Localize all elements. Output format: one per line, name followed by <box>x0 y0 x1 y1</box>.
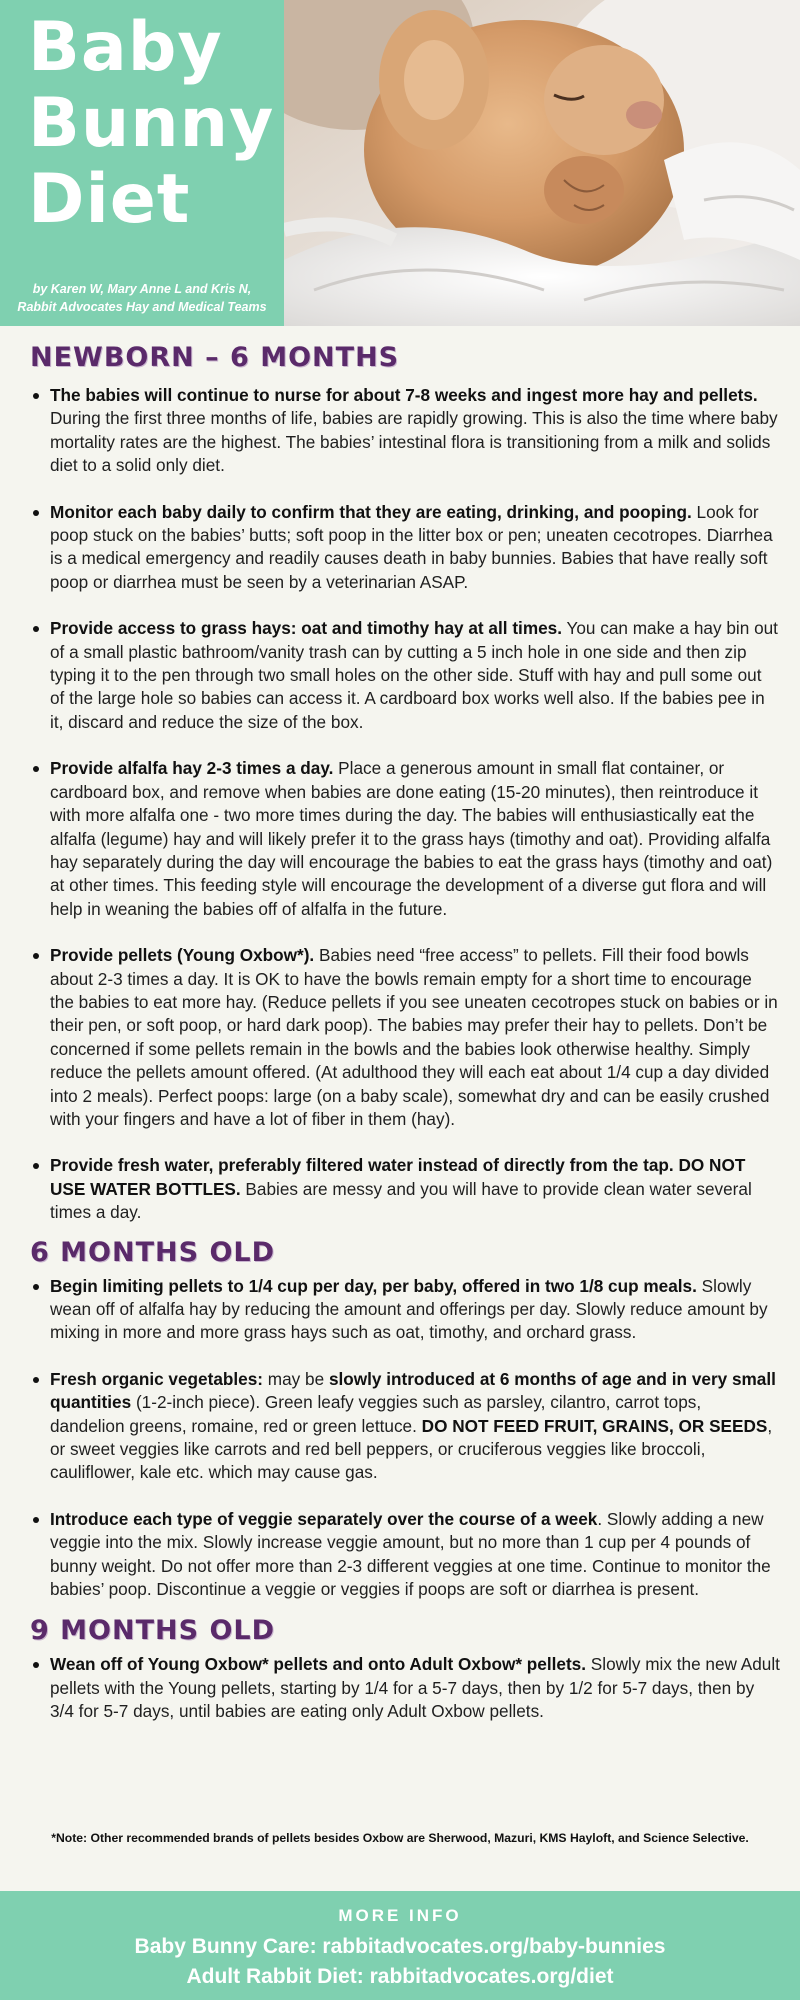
footer <box>0 1891 800 2000</box>
list-item: Provide alfalfa hay 2-3 times a day. Place a generous amount in small flat container, or cardboard box, and remove when babies are done eating (15-20 minutes), then reintroduce it with more alfalfa one - two more times during the day. The babies will enthusiastically eat the alfalfa (legume) hay and will likely prefer it to the grass hays (timothy and oat). Providing alfalfa hay separately during the day will encourage the babies to eat the grass hays (timothy and oat) at other times. This feeding style will encourage the development of a diverse gut flora and will help in weaning the babies off of alfalfa in the future. <box>50 757 780 921</box>
byline <box>0 280 284 316</box>
list-item: Provide pellets (Young Oxbow*). Babies need “free access” to pellets. Fill their food bowls about 2-3 times a day. It is OK to have the bowls remain empty for a short time to encourage the babies to eat more hay. (Reduce pellets if you see uneaten cecotropes stuck on babies or in their pen, or soft poop, or hard dark poop). The babies may prefer their hay to pellets. Don’t be concerned if some pellets remain in the bowls and the babies look otherwise healthy. Simply reduce the pellets amount offered. (At adulthood they will each eat about 1/4 cup a day divided into 2 meals). Perfect poops: large (on a baby scale), somewhat dry and can be easily crushed with your fingers and have a lot of fiber in them (hay). <box>50 944 780 1131</box>
section-heading-6-months: 6 MONTHS OLD <box>30 1236 276 1268</box>
title-line-3: Diet <box>28 160 191 239</box>
hero-banner <box>0 0 800 326</box>
list-item: Introduce each type of veggie separately over the course of a week. Slowly adding a new veggie into the mix. Slowly increase veggie amount, but no more than 1 cup per 4 pounds of bunny weight. Do not offer more than 2-3 different veggies at one time. Continue to monitor the babies’ poop. Discontinue a veggie or veggies if poops are soft or diarrhea is present. <box>50 1508 780 1602</box>
adult-rabbit-diet-link[interactable]: Adult Rabbit Diet: rabbitadvocates.org/diet <box>186 1965 614 1988</box>
section-heading-9-months: 9 MONTHS OLD <box>30 1615 276 1647</box>
list-item: Provide fresh water, preferably filtered water instead of directly from the tap. DO NOT USE WATER BOTTLES. Babies are messy and you will have to provide clean water several times a day. <box>50 1154 780 1224</box>
list-item: The babies will continue to nurse for about 7-8 weeks and ingest more hay and pellets. During the first three months of life, babies are rapidly growing. This is also the time where baby mortality rates are the highest. The babies’ intestinal flora is transitioning from a milk and solids diet to a solid only diet. <box>50 384 780 478</box>
title-panel <box>0 0 284 326</box>
list-item: Wean off of Young Oxbow* pellets and onto Adult Oxbow* pellets. Slowly mix the new Adult pellets with the Young pellets, starting by 1/4 for a 5-7 days, then by 1/2 for 5-7 days, then by 3/4 for 5-7 days, until babies are eating only Adult Oxbow pellets. <box>50 1653 780 1723</box>
title-line-1: Baby <box>28 8 223 87</box>
pellet-brands-note: *Note: Other recommended brands of pellets besides Oxbow are Sherwood, Mazuri, KMS Hayloft, and Science Selective. <box>51 1831 749 1845</box>
section-heading-newborn: NEWBORN – 6 MONTHS <box>30 342 400 373</box>
list-item: Begin limiting pellets to 1/4 cup per day, per baby, offered in two 1/8 cup meals. Slowly wean off of alfalfa hay by reducing the amount and offerings per day. Slowly reduce amount by mixing in more and more grass hays such as oat, timothy, and orchard grass. <box>50 1275 780 1345</box>
content <box>0 326 800 1724</box>
page-title <box>0 10 274 238</box>
byline-authors: by Karen W, Mary Anne L and Kris N, <box>32 282 252 296</box>
bunny-photo <box>284 0 800 326</box>
list-item: Monitor each baby daily to confirm that they are eating, drinking, and pooping. Look for poop stuck on the babies’ butts; soft poop in the litter box or pen; uneaten cecotropes. Diarrhea is a medical emergency and readily causes death in baby bunnies. Babies that have really soft poop or diarrhea must be seen by a veterinarian ASAP. <box>50 501 780 595</box>
byline-teams: Rabbit Advocates Hay and Medical Teams <box>17 300 267 314</box>
title-line-2: Bunny <box>28 84 275 163</box>
six-months-list <box>0 1275 800 1602</box>
nine-months-list <box>0 1653 800 1723</box>
list-item: Provide access to grass hays: oat and timothy hay at all times. You can make a hay bin out of a small plastic bathroom/vanity trash can by cutting a 5 inch hole in one side and then zip typing it to the pen through two small holes on the other side. Stuff with hay and pull some out of the large hole so babies can access it. A cardboard box works well also. If the babies pee in it, discard and reduce the size of the box. <box>50 617 780 734</box>
more-info-heading: MORE INFO <box>338 1906 462 1925</box>
list-item: Fresh organic vegetables: may be slowly introduced at 6 months of age and in very small quantities (1-2-inch piece). Green leafy veggies such as parsley, cilantro, carrot tops, dandelion greens, romaine, red or green lettuce. DO NOT FEED FRUIT, GRAINS, OR SEEDS, or sweet veggies like carrots and red bell peppers, or cruciferous veggies like broccoli, cauliflower, kale etc. which may cause gas. <box>50 1368 780 1485</box>
newborn-list <box>0 384 800 1225</box>
bunny-photo-illustration <box>284 0 800 326</box>
baby-bunny-care-link[interactable]: Baby Bunny Care: rabbitadvocates.org/baby-bunnies <box>134 1935 666 1958</box>
